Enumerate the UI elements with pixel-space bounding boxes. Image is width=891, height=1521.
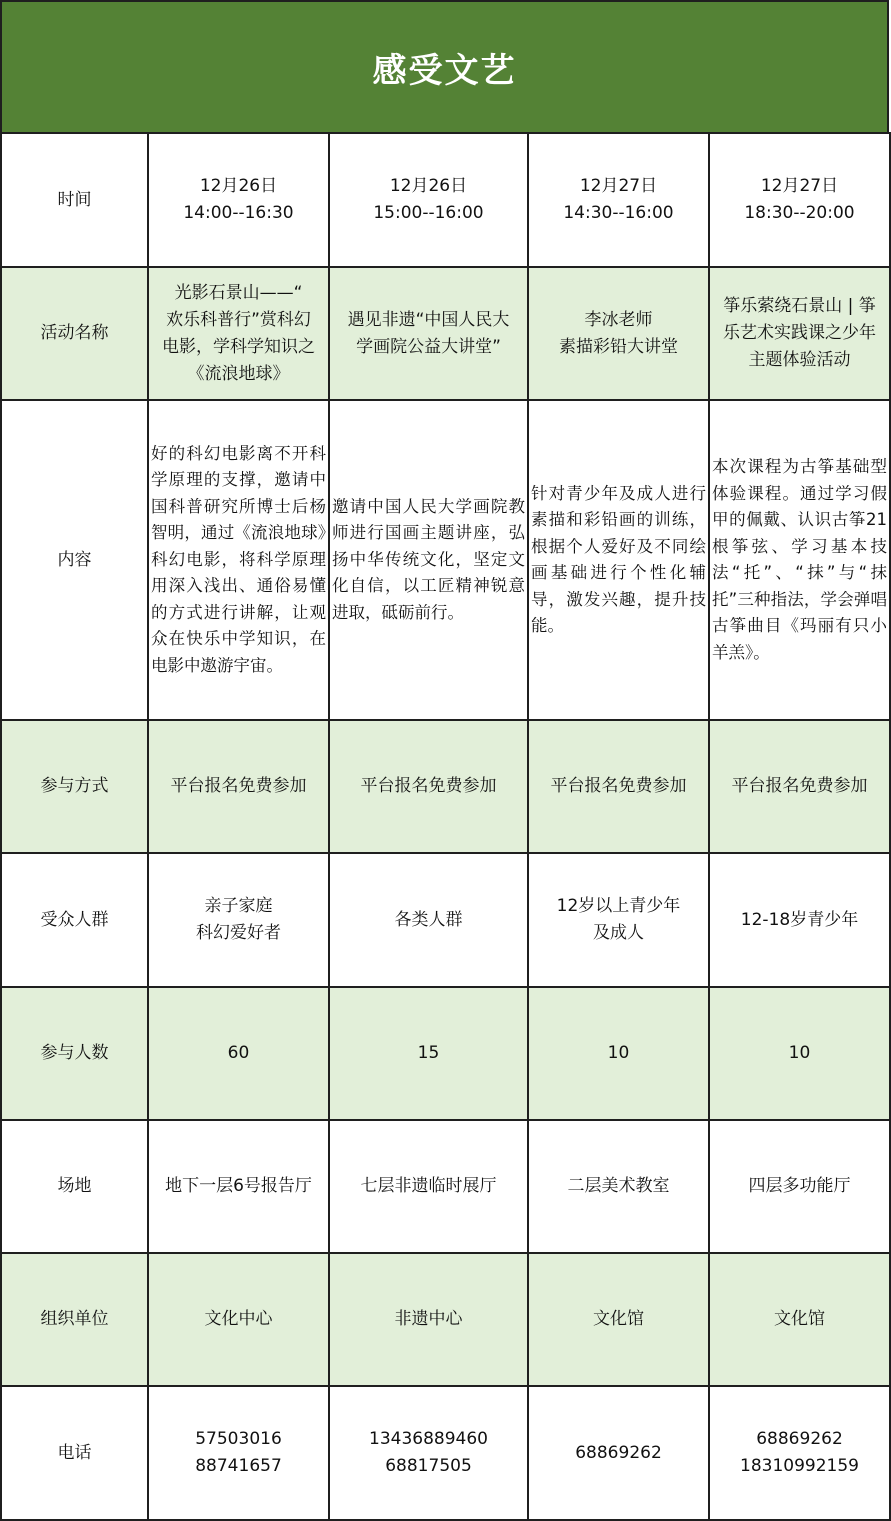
row-audience xyxy=(1,853,890,987)
content-cell: 本次课程为古筝基础型体验课程。通过学习假甲的佩戴、认识古筝21根筝弦、学习基本技法“托”、“抹”与“抹托”三种指法，学会弹唱古筝曲目《玛丽有只小羊羔》。 xyxy=(709,400,890,720)
row-label: 组织单位 xyxy=(1,1253,148,1386)
phone-cell: 68869262 xyxy=(528,1386,709,1520)
row-label: 内容 xyxy=(1,400,148,720)
phone-cell: 13436889460 68817505 xyxy=(329,1386,528,1520)
organizer-cell: 文化馆 xyxy=(709,1253,890,1386)
row-label: 时间 xyxy=(1,133,148,267)
content-cell: 邀请中国人民大学画院教师进行国画主题讲座，弘扬中华传统文化，坚定文化自信，以工匠精神锐意进取，砥砺前行。 xyxy=(329,400,528,720)
row-content xyxy=(1,400,890,720)
method-cell: 平台报名免费参加 xyxy=(148,720,329,853)
row-label: 场地 xyxy=(1,1120,148,1253)
activity-cell: 遇见非遗“中国人民大 学画院公益大讲堂” xyxy=(329,267,528,400)
row-activity xyxy=(1,267,890,400)
method-cell: 平台报名免费参加 xyxy=(329,720,528,853)
count-cell: 60 xyxy=(148,987,329,1120)
title-banner xyxy=(0,0,889,134)
method-cell: 平台报名免费参加 xyxy=(528,720,709,853)
phone-cell: 68869262 18310992159 xyxy=(709,1386,890,1520)
activity-cell: 筝乐萦绕石景山 | 筝 乐艺术实践课之少年 主题体验活动 xyxy=(709,267,890,400)
count-cell: 10 xyxy=(528,987,709,1120)
time-cell: 12月26日 15:00--16:00 xyxy=(329,133,528,267)
phone-cell: 57503016 88741657 xyxy=(148,1386,329,1520)
content-cell: 好的科幻电影离不开科学原理的支撑，邀请中国科普研究所博士后杨智明，通过《流浪地球》科幻电影，将科学原理用深入浅出、通俗易懂的方式进行讲解，让观众在快乐中学知识，在电影中遨游宇宙。 xyxy=(148,400,329,720)
row-venue xyxy=(1,1120,890,1253)
count-cell: 10 xyxy=(709,987,890,1120)
venue-cell: 四层多功能厅 xyxy=(709,1120,890,1253)
organizer-cell: 文化馆 xyxy=(528,1253,709,1386)
venue-cell: 二层美术教室 xyxy=(528,1120,709,1253)
venue-cell: 地下一层6号报告厅 xyxy=(148,1120,329,1253)
row-label: 参与方式 xyxy=(1,720,148,853)
row-time xyxy=(1,133,890,267)
row-count xyxy=(1,987,890,1120)
audience-cell: 12-18岁青少年 xyxy=(709,853,890,987)
organizer-cell: 非遗中心 xyxy=(329,1253,528,1386)
audience-cell: 亲子家庭 科幻爱好者 xyxy=(148,853,329,987)
time-cell: 12月26日 14:00--16:30 xyxy=(148,133,329,267)
row-label: 受众人群 xyxy=(1,853,148,987)
row-label: 活动名称 xyxy=(1,267,148,400)
row-organizer xyxy=(1,1253,890,1386)
row-label: 参与人数 xyxy=(1,987,148,1120)
page-title: 感受文艺 xyxy=(372,50,517,91)
activity-cell: 李冰老师 素描彩铅大讲堂 xyxy=(528,267,709,400)
method-cell: 平台报名免费参加 xyxy=(709,720,890,853)
activity-cell: 光影石景山——“ 欢乐科普行”赏科幻 电影，学科学知识之 《流浪地球》 xyxy=(148,267,329,400)
organizer-cell: 文化中心 xyxy=(148,1253,329,1386)
row-method xyxy=(1,720,890,853)
audience-cell: 12岁以上青少年 及成人 xyxy=(528,853,709,987)
activity-table xyxy=(0,132,891,1521)
count-cell: 15 xyxy=(329,987,528,1120)
time-cell: 12月27日 14:30--16:00 xyxy=(528,133,709,267)
row-label: 电话 xyxy=(1,1386,148,1520)
content-cell: 针对青少年及成人进行素描和彩铅画的训练，根据个人爱好及不同绘画基础进行个性化辅导，激发兴趣，提升技能。 xyxy=(528,400,709,720)
row-phone xyxy=(1,1386,890,1520)
audience-cell: 各类人群 xyxy=(329,853,528,987)
time-cell: 12月27日 18:30--20:00 xyxy=(709,133,890,267)
venue-cell: 七层非遗临时展厅 xyxy=(329,1120,528,1253)
